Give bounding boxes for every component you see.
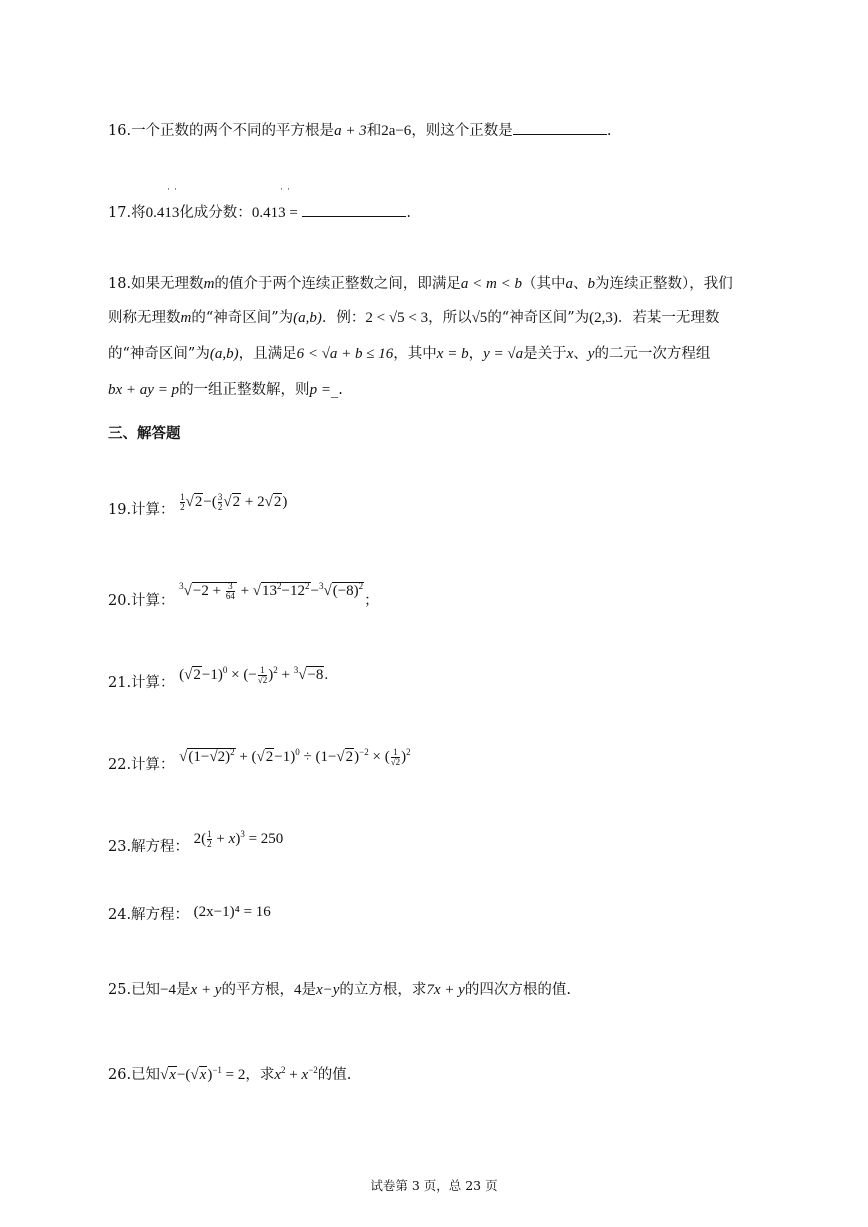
var-m: m bbox=[203, 276, 215, 292]
q20-expression: $^3$√−2 + $\frac{3}{64}$ + $√13^2-12^2-^3√(-8)^2$ bbox=[179, 581, 364, 602]
q18-text: 的二元一次方程组 bbox=[594, 346, 711, 362]
q20-label: 20.计算： bbox=[108, 593, 175, 609]
q25-value: 4 bbox=[293, 982, 302, 998]
q16-text: 一个正数的两个不同的平方根是 bbox=[131, 123, 335, 139]
page-footer: 试卷第 3 页，总 23 页 bbox=[370, 1178, 498, 1193]
q18-text: （其中 bbox=[521, 276, 566, 292]
q18-comma: ， bbox=[468, 346, 484, 362]
q25-value: −4 bbox=[160, 982, 177, 998]
q25-expr: x + y bbox=[190, 982, 222, 998]
question-17 bbox=[108, 202, 411, 223]
q18-text: 则称无理数 bbox=[108, 310, 181, 326]
q18-blank: _. bbox=[330, 382, 343, 398]
repeating-dots: ˙˙ bbox=[279, 188, 293, 199]
q16-text-b: ，则这个正数是 bbox=[411, 123, 513, 139]
q18-example-interval: (2,3) bbox=[589, 310, 618, 326]
q16-expr2: 2a−6 bbox=[381, 123, 412, 139]
q26-number: 26. bbox=[108, 1067, 132, 1083]
q26-expression2: $x^2 + x^{-2}$ bbox=[274, 1065, 318, 1083]
q17-value2: 0.413 = bbox=[251, 205, 298, 221]
q18-text: 的“神奇区间”为 bbox=[487, 310, 590, 326]
q18-text: ，其中 bbox=[393, 346, 437, 362]
q24-label: 24.解方程： bbox=[108, 907, 190, 923]
q18-text: ．例： bbox=[321, 310, 366, 326]
question-18-line2 bbox=[108, 308, 719, 328]
section-heading: 三、解答题 bbox=[108, 426, 181, 442]
q26-text: 的值. bbox=[317, 1067, 352, 1083]
q17-end: . bbox=[406, 205, 411, 221]
q21-label: 21.计算： bbox=[108, 675, 175, 691]
q18-text: ．若某一无理数 bbox=[617, 310, 720, 326]
q16-end: . bbox=[606, 123, 612, 139]
q26-text: 已知 bbox=[131, 1067, 161, 1083]
q18-text: 18.如果无理数 bbox=[108, 276, 204, 292]
var-y: y bbox=[587, 346, 595, 362]
q18-interval: (a,b) bbox=[209, 346, 239, 362]
q25-expr: x−y bbox=[315, 982, 340, 998]
q20-tail: ； bbox=[364, 593, 379, 609]
q16-number: 16. bbox=[108, 123, 132, 139]
repeating-dots: ˙˙ bbox=[166, 188, 180, 199]
q18-text: ，且满足 bbox=[238, 346, 297, 362]
q18-equation: bx + ay = p bbox=[108, 382, 180, 398]
q21-expression: $(√2-1)^0$ × (− $\frac{1}{√2}$ )$^2$ + $^3$√−8. bbox=[179, 665, 329, 686]
question-25 bbox=[108, 980, 571, 1000]
answer-blank[interactable] bbox=[513, 120, 607, 135]
q25-text: 的四次方根的值. bbox=[464, 982, 571, 998]
q18-text: ，所以 bbox=[428, 310, 472, 326]
q23-label: 23.解方程： bbox=[108, 839, 190, 855]
q18-text: 为连续正整数），我们 bbox=[594, 276, 733, 292]
var-x: x bbox=[566, 346, 574, 362]
q22-expression: $√(1-√2)^2 + (√2-1)^0 \div (1-√2)^{-2}$ × ( $\frac{1}{√2}$ )$^2$ bbox=[179, 747, 411, 768]
q18-ya: y = √a bbox=[483, 346, 524, 362]
q25-text: 是 bbox=[176, 982, 191, 998]
answer-blank[interactable] bbox=[302, 202, 406, 217]
q18-sep: 、 bbox=[572, 276, 588, 292]
question-26 bbox=[108, 1060, 351, 1085]
q18-condition: 6 < √a + b ≤ 16 bbox=[296, 346, 394, 362]
q18-text: 的值介于两个连续正整数之间，即满足 bbox=[214, 276, 461, 292]
q23-expression: 2( $\frac{1}{2}$ + x)$^3$ = 250 bbox=[193, 829, 284, 850]
q18-interval: (a,b) bbox=[293, 310, 322, 326]
q17-number: 17. bbox=[108, 205, 132, 221]
q18-text: 是关于 bbox=[523, 346, 567, 362]
q18-text: 的“神奇区间”为 bbox=[191, 310, 294, 326]
question-18-line4 bbox=[108, 380, 343, 400]
q18-text: 的一组正整数解，则 bbox=[179, 382, 310, 398]
q26-expression: $√x-(√x)^{-1} = 2$ bbox=[160, 1065, 246, 1083]
var-m: m bbox=[180, 310, 192, 326]
q26-text: ，求 bbox=[245, 1067, 275, 1083]
q25-text: 是 bbox=[301, 982, 316, 998]
question-22 bbox=[108, 747, 411, 775]
question-18-line3 bbox=[108, 344, 710, 364]
q19-expression: $\frac{1}{2}$ √2−( $\frac{3}{2}$ √2 + 2√2) bbox=[180, 492, 288, 513]
question-19 bbox=[108, 492, 288, 520]
q25-text: 已知 bbox=[131, 982, 161, 998]
q25-expr: 7x + y bbox=[426, 982, 465, 998]
q24-expression: (2x−1)⁴ = 16 bbox=[193, 904, 271, 920]
q18-inequality: a < m < b bbox=[460, 276, 522, 292]
q18-xb: x = b bbox=[436, 346, 469, 362]
q16-and: 和 bbox=[366, 123, 382, 139]
q17-value: 0.413 bbox=[145, 205, 180, 221]
q23-rhs: = 250 bbox=[248, 831, 284, 847]
q16-expr1: a + 3 bbox=[334, 123, 367, 139]
q18-text: 的“神奇区间”为 bbox=[108, 346, 210, 362]
q25-text: 的平方根， bbox=[221, 982, 294, 998]
q25-text: 的立方根，求 bbox=[339, 982, 427, 998]
question-20 bbox=[108, 581, 379, 611]
q25-number: 25. bbox=[108, 982, 132, 998]
var-a: a bbox=[565, 276, 573, 292]
q17-text-b: 化成分数： bbox=[179, 205, 252, 221]
question-21 bbox=[108, 665, 329, 693]
q17-text: 将 bbox=[131, 205, 146, 221]
q18-sep: 、 bbox=[573, 346, 588, 362]
var-b: b bbox=[587, 276, 595, 292]
question-23 bbox=[108, 829, 284, 857]
question-24 bbox=[108, 905, 271, 925]
q18-sqrt5: √5 bbox=[471, 310, 488, 326]
q18-p: p = bbox=[309, 382, 331, 398]
question-16 bbox=[108, 120, 611, 141]
q18-example: 2 < √5 < 3 bbox=[365, 310, 429, 326]
q22-label: 22.计算： bbox=[108, 757, 175, 773]
q19-label: 19.计算： bbox=[108, 502, 175, 518]
question-18-line1 bbox=[108, 274, 733, 294]
